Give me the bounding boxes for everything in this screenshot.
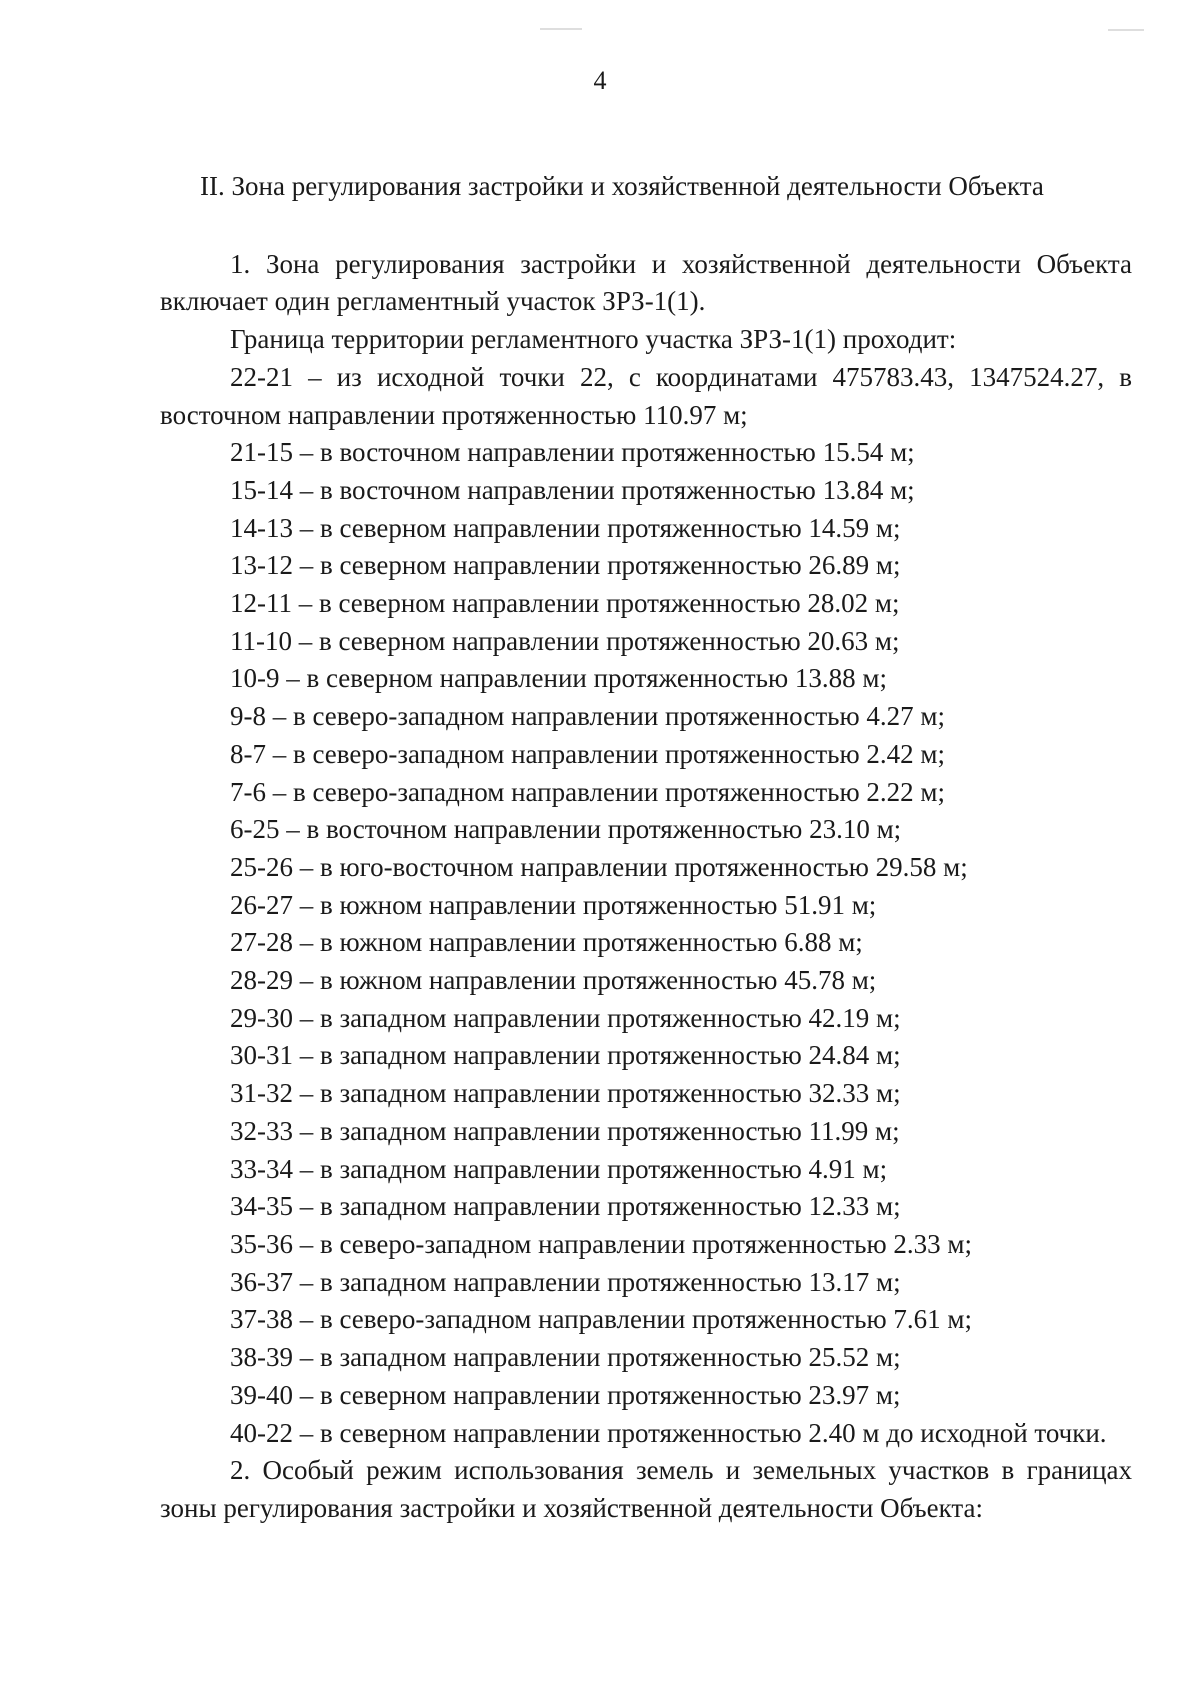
boundary-segment: 14-13 – в северном направлении протяженностью 14.59 м; [230, 512, 901, 543]
boundary-segment: 13-12 – в северном направлении протяженностью 26.89 м; [230, 550, 901, 581]
boundary-segment: 31-32 – в западном направлении протяженностью 32.33 м; [230, 1078, 901, 1109]
boundary-segment: 29-30 – в западном направлении протяженностью 42.19 м; [230, 1002, 901, 1033]
paragraph-special-regime: 2. Особый режим использования земель и земельных участков в границах зоны регулирования застройки и хозяйственной деятельности Объекта: [160, 1455, 1132, 1523]
boundary-segment: 39-40 – в северном направлении протяженностью 23.97 м; [230, 1379, 901, 1410]
scan-artifact [540, 28, 582, 30]
boundary-segment: 38-39 – в западном направлении протяженностью 25.52 м; [230, 1342, 901, 1373]
boundary-segment: 35-36 – в северо-западном направлении протяженностью 2.33 м; [230, 1228, 972, 1259]
boundary-segment: 37-38 – в северо-западном направлении протяженностью 7.61 м; [230, 1304, 972, 1335]
boundary-segment: 26-27 – в южном направлении протяженностью 51.91 м; [230, 889, 877, 920]
boundary-segment: 11-10 – в северном направлении протяженностью 20.63 м; [230, 625, 900, 656]
boundary-segment: 10-9 – в северном направлении протяженностью 13.88 м; [230, 663, 888, 694]
boundary-segment: 34-35 – в западном направлении протяженностью 12.33 м; [230, 1191, 901, 1222]
boundary-segment: 8-7 – в северо-западном направлении протяженностью 2.42 м; [230, 738, 945, 769]
boundary-segment-list [160, 434, 1132, 1414]
paragraph-boundary-intro: Граница территории регламентного участка ЗРЗ-1(1) проходит: [230, 324, 957, 355]
section-heading: II. Зона регулирования застройки и хозяйственной деятельности Объекта [200, 171, 1044, 201]
boundary-segment: 36-37 – в западном направлении протяженностью 13.17 м; [230, 1266, 901, 1297]
scan-artifact [1108, 29, 1144, 31]
boundary-segment: 25-26 – в юго-восточном направлении протяженностью 29.58 м; [230, 851, 968, 882]
boundary-segment: 9-8 – в северо-западном направлении протяженностью 4.27 м; [230, 701, 945, 732]
boundary-segment: 32-33 – в западном направлении протяженностью 11.99 м; [230, 1115, 900, 1146]
boundary-segment: 6-25 – в восточном направлении протяженностью 23.10 м; [230, 814, 902, 845]
document-body [160, 168, 1132, 1528]
page-number: 4 [593, 66, 607, 95]
boundary-segment: 27-28 – в южном направлении протяженностью 6.88 м; [230, 927, 863, 958]
boundary-segment: 30-31 – в западном направлении протяженностью 24.84 м; [230, 1040, 901, 1071]
boundary-segment: 12-11 – в северном направлении протяженностью 28.02 м; [230, 588, 900, 619]
boundary-segment: 7-6 – в северо-западном направлении протяженностью 2.22 м; [230, 776, 945, 807]
boundary-segment: 21-15 – в восточном направлении протяженностью 15.54 м; [230, 437, 915, 468]
boundary-segment: 15-14 – в восточном направлении протяженностью 13.84 м; [230, 474, 915, 505]
boundary-segment: 28-29 – в южном направлении протяженностью 45.78 м; [230, 965, 877, 996]
paragraph-zone-description: 1. Зона регулирования застройки и хозяйственной деятельности Объекта включает один регламентный участок ЗРЗ-1(1). [160, 248, 1132, 317]
boundary-segment: 33-34 – в западном направлении протяженностью 4.91 м; [230, 1153, 888, 1184]
boundary-segment-last: 40-22 – в северном направлении протяженностью 2.40 м до исходной точки. [230, 1417, 1107, 1448]
boundary-segment-first: 22-21 – из исходной точки 22, с координатами 475783.43, 1347524.27, в восточном направлении протяженностью 110.97 м; [160, 361, 1132, 430]
